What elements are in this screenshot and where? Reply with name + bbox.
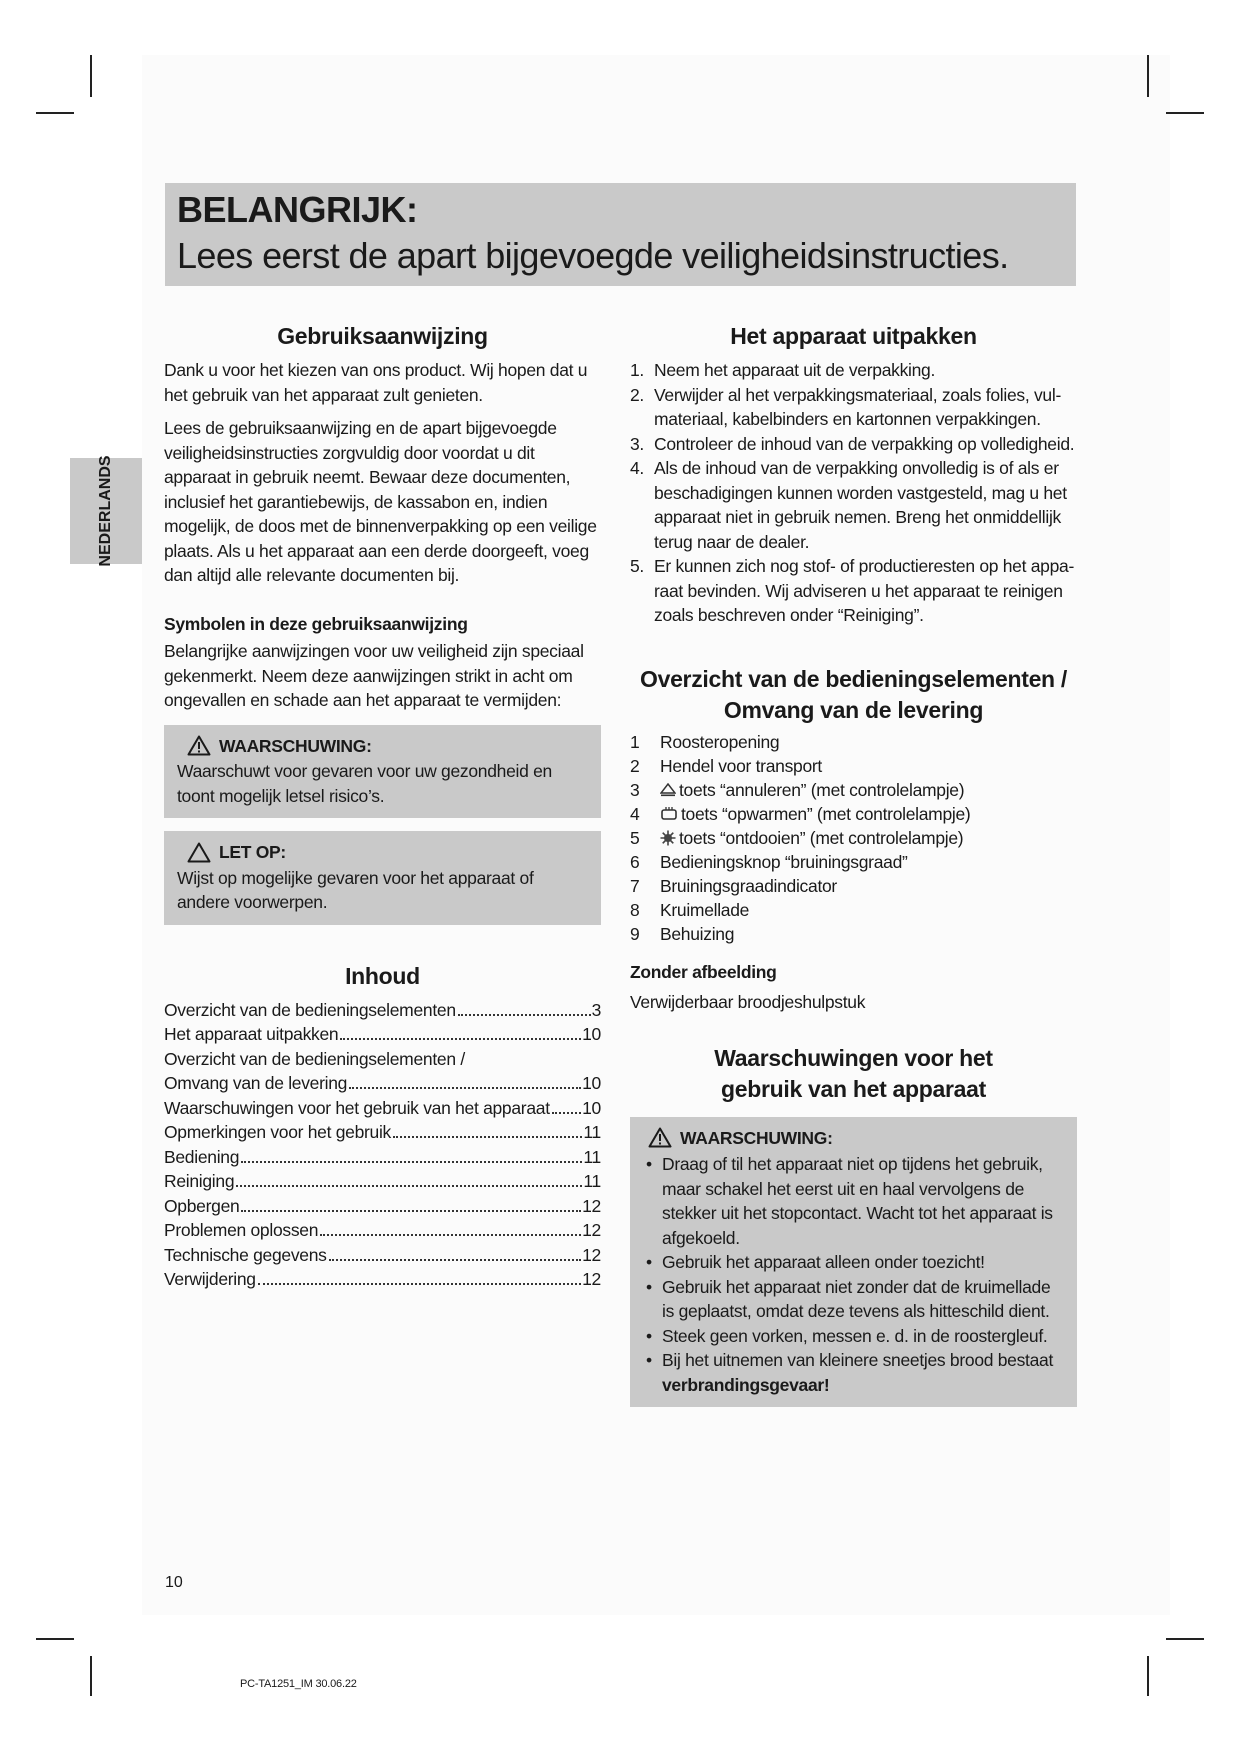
banner-title: BELANGRIJK: <box>177 189 418 230</box>
toc-entry-page: 12 <box>582 1220 601 1240</box>
unpack-step-text: Controleer de inhoud van de verpakking op volledigheid. <box>654 433 1075 454</box>
toc-entry-label: Opbergen <box>164 1195 240 1216</box>
toc-entry-page: 11 <box>583 1171 601 1191</box>
toc-entry-label: Het apparaat uitpakken <box>164 1024 339 1044</box>
toc-entry-page: 11 <box>583 1146 601 1167</box>
no-image-heading: Zonder afbeelding <box>630 961 777 982</box>
parts-item-number: 8 <box>630 899 640 920</box>
language-tab-label: NEDERLANDS <box>97 455 114 567</box>
unpack-step <box>630 554 1077 628</box>
warning-bullet-text: Bij het uitnemen van kleinere sneetjes brood bestaat <box>662 1350 1054 1370</box>
footer-code: PC-TA1251_IM 30.06.22 <box>240 1678 357 1690</box>
crop-mark <box>1166 1638 1204 1640</box>
toc-entry-label: Waarschuwingen voor het gebruik van het apparaat <box>164 1097 550 1118</box>
cancel-icon <box>660 778 676 802</box>
toc-entry-page: 10 <box>582 1073 601 1093</box>
parts-item-number: 9 <box>630 923 640 944</box>
warning-bullet: • Steek geen vorken, messen e. d. in de roostergleuf. <box>638 1324 1063 1349</box>
caution-box-head <box>187 840 588 865</box>
toc-entry <box>164 1243 601 1268</box>
reheat-icon <box>660 802 678 826</box>
toc-entry-page: 10 <box>582 1097 601 1118</box>
parts-list-item <box>630 874 1077 898</box>
toc-entry <box>164 1071 601 1096</box>
important-banner <box>165 183 1076 286</box>
parts-item-number: 1 <box>630 731 640 752</box>
parts-item-text: toets “annuleren” (met controlelampje) <box>679 779 965 800</box>
table-of-contents <box>164 998 601 1292</box>
toc-entry-label: Technische gegevens <box>164 1244 327 1265</box>
overview-heading <box>630 664 1077 726</box>
toc-leader-dots <box>329 1259 582 1261</box>
toc-entry-label: Omvang van de levering <box>164 1073 348 1093</box>
unpack-step-number: 3. <box>630 433 644 454</box>
parts-list-item <box>630 922 1077 946</box>
warning-bullet <box>638 1348 1063 1397</box>
unpack-steps <box>630 358 1077 628</box>
page-number: 10 <box>165 1574 183 1591</box>
symbols-heading: Symbolen in deze gebruiksaanwijzing <box>164 613 468 634</box>
toc-leader-dots <box>241 1210 581 1212</box>
toc-entry <box>164 1267 601 1292</box>
parts-item-text: Roosteropening <box>660 731 780 752</box>
toc-entry-label: Overzicht van de bedieningselementen <box>164 999 456 1020</box>
manual-heading: Gebruiksaanwijzing <box>277 323 488 349</box>
toc-entry-page: 10 <box>582 1024 601 1044</box>
toc-entry-page: 11 <box>583 1122 601 1142</box>
usage-warning-box <box>630 1117 1077 1408</box>
toc-leader-dots <box>320 1234 581 1236</box>
toc-entry-label: Overzicht van de bedieningselementen / <box>164 1048 465 1069</box>
toc-leader-dots <box>349 1087 581 1089</box>
warning-box-title: WAARSCHUWING: <box>219 735 372 756</box>
no-image-text: Verwijderbaar broodjeshulpstuk <box>630 992 866 1012</box>
toc-entry-page: 12 <box>582 1269 601 1289</box>
overview-heading-line-1: Overzicht van de bedieningselementen / <box>639 665 1067 692</box>
unpack-step-number: 4. <box>630 458 644 478</box>
parts-item-number: 5 <box>630 827 640 848</box>
toc-entry-page: 12 <box>582 1195 601 1216</box>
unpack-step-text: Verwijder al het verpakkingsmateriaal, zoals folies, vul-materiaal, kabelbinders en kartonnen verpakkingen. <box>654 384 1061 429</box>
parts-item-text: Hendel voor transport <box>660 755 822 776</box>
unpack-step-number: 1. <box>630 360 644 380</box>
instructions-paragraph: Lees de gebruiksaanwijzing en de apart bijgevoegde veiligheidsinstructies zorgvuldig door voordat u dit apparaat in gebruik neemt. Bewaar deze documenten, inclusief het garantiebewijs, de kassabon en, indien mogelijk, de doos met de binnenverpakking op een veilige plaats. Als u het apparaat aan een derde doorgeeft, voeg dan altijd alle relevante documenten bij. <box>164 418 597 585</box>
warning-box <box>164 725 601 819</box>
unpack-heading: Het apparaat uitpakken <box>730 323 977 349</box>
parts-item-number: 3 <box>630 779 640 800</box>
caution-box <box>164 831 601 925</box>
crop-mark <box>36 1638 74 1640</box>
crop-mark <box>90 55 92 97</box>
parts-item-number: 2 <box>630 755 640 776</box>
warning-box-text: Waarschuwt voor gevaren voor uw gezondheid en toont mogelijk letsel risico’s. <box>177 761 552 806</box>
parts-list-item <box>630 802 1077 826</box>
caution-box-title: LET OP: <box>219 842 286 862</box>
banner-subtitle: Lees eerst de apart bijgevoegde veiligheidsinstructies. <box>177 235 1009 276</box>
crop-mark <box>90 1656 92 1696</box>
toc-leader-dots <box>552 1112 581 1114</box>
toc-entry <box>164 1120 601 1145</box>
warning-triangle-icon <box>187 735 211 756</box>
usage-warning-box-head <box>648 1126 1063 1151</box>
toc-entry-label: Reiniging <box>164 1171 235 1191</box>
usage-warning-box-title: WAARSCHUWING: <box>680 1127 833 1148</box>
unpack-step <box>630 456 1077 554</box>
toc-entry <box>164 1022 601 1047</box>
toc-entry <box>164 1145 601 1170</box>
parts-item-number: 4 <box>630 803 640 824</box>
warning-bullet: • Gebruik het apparaat niet zonder dat de kruimellade is geplaatst, omdat deze tevens als hitteschild dient. <box>638 1275 1063 1324</box>
warning-box-head <box>187 734 588 759</box>
right-column <box>630 321 1077 1407</box>
warning-bullet-bold: verbrandingsgevaar! <box>662 1374 830 1395</box>
unpack-step <box>630 358 1077 383</box>
toc-entry <box>164 1218 601 1243</box>
warning-triangle-icon <box>648 1127 672 1148</box>
toc-entry-page: 3 <box>591 999 601 1020</box>
toc-heading: Inhoud <box>345 962 420 989</box>
unpack-step-text: Neem het apparaat uit de verpakking. <box>654 360 936 380</box>
parts-item-text: Bedieningsknop “bruiningsgraad” <box>660 851 908 872</box>
defrost-icon <box>660 826 676 850</box>
parts-list-item <box>630 778 1077 802</box>
caution-box-text: Wijst op mogelijke gevaren voor het apparaat of andere voorwerpen. <box>177 867 534 912</box>
symbols-text: Belangrijke aanwijzingen voor uw veiligheid zijn speciaal gekenmerkt. Neem deze aanwijzingen strikt in acht om ongevallen en schade aan het apparaat te vermijden: <box>164 641 584 710</box>
crop-mark <box>1147 1656 1149 1696</box>
warning-bullet: • Gebruik het apparaat alleen onder toezicht! <box>638 1250 1063 1275</box>
toc-entry-label: Verwijdering <box>164 1269 256 1289</box>
crop-mark <box>36 112 74 114</box>
left-column <box>164 321 601 1292</box>
parts-list-item <box>630 730 1077 754</box>
parts-list-item <box>630 898 1077 922</box>
toc-entry-page: 12 <box>582 1244 601 1265</box>
toc-entry <box>164 998 601 1023</box>
unpack-step-text: Er kunnen zich nog stof- of productieresten op het appa-raat bevinden. Wij adviseren u het apparaat te reinigen zoals beschreven onder “Reiniging”. <box>654 556 1074 625</box>
toc-entry <box>164 1047 601 1072</box>
unpack-step <box>630 432 1077 457</box>
toc-entry-label: Opmerkingen voor het gebruik <box>164 1122 392 1142</box>
toc-leader-dots <box>258 1283 581 1285</box>
toc-leader-dots <box>458 1014 591 1016</box>
toc-entry <box>164 1169 601 1194</box>
toc-leader-dots <box>340 1038 581 1040</box>
toc-entry-label: Problemen oplossen <box>164 1220 319 1240</box>
warnings-heading <box>630 1043 1077 1105</box>
crop-mark <box>1147 55 1149 97</box>
usage-warning-list <box>638 1152 1063 1397</box>
toc-entry-label: Bediening <box>164 1146 240 1167</box>
parts-item-number: 6 <box>630 851 640 872</box>
parts-item-text: toets “ontdooien” (met controlelampje) <box>679 827 964 848</box>
unpack-step-number: 5. <box>630 556 644 576</box>
unpack-step <box>630 383 1077 432</box>
toc-leader-dots <box>241 1161 582 1163</box>
unpack-step-number: 2. <box>630 384 644 405</box>
parts-list-item <box>630 754 1077 778</box>
toc-entry <box>164 1194 601 1219</box>
crop-mark <box>1166 112 1204 114</box>
toc-leader-dots <box>393 1136 582 1138</box>
parts-list-item <box>630 826 1077 850</box>
overview-heading-line-2: Omvang van de levering <box>723 696 984 723</box>
intro-paragraph: Dank u voor het kiezen van ons product. Wij hopen dat u het gebruik van het apparaat zult genieten. <box>164 360 588 405</box>
parts-item-text: Kruimellade <box>660 899 750 920</box>
toc-entry <box>164 1096 601 1121</box>
parts-list <box>630 730 1077 946</box>
parts-list-item <box>630 850 1077 874</box>
warnings-heading-line-2: gebruik van het apparaat <box>720 1075 987 1102</box>
parts-item-text: toets “opwarmen” (met controlelampje) <box>681 803 971 824</box>
warning-bullet: • Draag of til het apparaat niet op tijdens het gebruik, maar schakel het eerst uit en haal vervolgens de stekker uit het stopcontact. Wacht tot het apparaat is afgekoeld. <box>638 1152 1063 1250</box>
language-tab <box>70 455 142 567</box>
parts-item-text: Bruiningsgraadindicator <box>660 875 837 896</box>
unpack-step-text: Als de inhoud van de verpakking onvolledig is of als er beschadigingen kunnen worden vastgesteld, mag u het apparaat niet in gebruik nemen. Breng het onmiddellijk terug naar de dealer. <box>654 458 1067 552</box>
warnings-heading-line-1: Waarschuwingen voor het <box>714 1044 993 1071</box>
parts-item-text: Behuizing <box>660 923 735 944</box>
caution-triangle-icon <box>187 842 211 863</box>
toc-leader-dots <box>236 1185 582 1187</box>
parts-item-number: 7 <box>630 875 640 896</box>
